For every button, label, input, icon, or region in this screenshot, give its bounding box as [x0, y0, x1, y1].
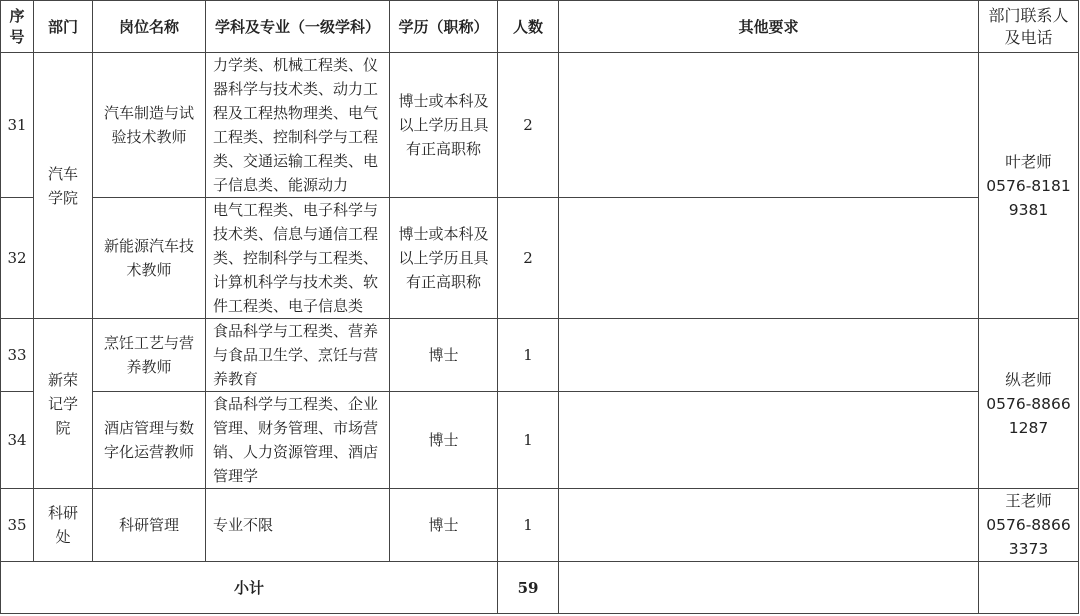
row-major: 力学类、机械工程类、仪器科学与技术类、动力工程及工程热物理类、电气工程类、控制科学与工程类、交通运输工程类、电子信息类、能源动力 [206, 53, 390, 198]
row-seq: 35 [1, 489, 34, 562]
contact-xinrong-college: 纵老师 0576-8866 1287 [979, 319, 1079, 489]
row-seq: 34 [1, 392, 34, 489]
row-count: 2 [498, 53, 559, 198]
dept-auto-college: 汽车 学院 [34, 53, 93, 319]
row-position: 汽车制造与试验技术教师 [93, 53, 206, 198]
table-row [1, 489, 1079, 562]
header-seq: 序 号 [1, 1, 34, 53]
subtotal-row [1, 562, 1079, 614]
row-education: 博士或本科及以上学历且具有正高职称 [390, 53, 498, 198]
row-major: 电气工程类、电子科学与技术类、信息与通信工程类、控制科学与工程类、计算机科学与技术类、软件工程类、电子信息类 [206, 198, 390, 319]
header-dept: 部门 [34, 1, 93, 53]
row-position: 科研管理 [93, 489, 206, 562]
header-row [1, 1, 1079, 53]
table-row [1, 53, 1079, 198]
row-education: 博士 [390, 392, 498, 489]
row-education: 博士 [390, 489, 498, 562]
table-row [1, 198, 1079, 319]
row-position: 新能源汽车技术教师 [93, 198, 206, 319]
subtotal-contact [979, 562, 1079, 614]
row-other [559, 489, 979, 562]
row-count: 1 [498, 489, 559, 562]
row-education: 博士 [390, 319, 498, 392]
table-row [1, 392, 1079, 489]
row-seq: 32 [1, 198, 34, 319]
dept-xinrong-college: 新荣 记学 院 [34, 319, 93, 489]
row-position: 酒店管理与数字化运营教师 [93, 392, 206, 489]
header-position: 岗位名称 [93, 1, 206, 53]
row-other [559, 319, 979, 392]
row-education: 博士或本科及以上学历且具有正高职称 [390, 198, 498, 319]
subtotal-count: 59 [498, 562, 559, 614]
subtotal-label: 小计 [1, 562, 498, 614]
row-seq: 31 [1, 53, 34, 198]
row-position: 烹饪工艺与营养教师 [93, 319, 206, 392]
row-major: 食品科学与工程类、企业管理、财务管理、市场营销、人力资源管理、酒店管理学 [206, 392, 390, 489]
row-major: 专业不限 [206, 489, 390, 562]
row-count: 1 [498, 392, 559, 489]
row-other [559, 198, 979, 319]
row-count: 2 [498, 198, 559, 319]
row-count: 1 [498, 319, 559, 392]
contact-auto-college: 叶老师 0576-8181 9381 [979, 53, 1079, 319]
contact-research-office: 王老师 0576-8866 3373 [979, 489, 1079, 562]
header-other: 其他要求 [559, 1, 979, 53]
header-education: 学历（职称） [390, 1, 498, 53]
row-major: 食品科学与工程类、营养与食品卫生学、烹饪与营养教育 [206, 319, 390, 392]
header-count: 人数 [498, 1, 559, 53]
subtotal-other [559, 562, 979, 614]
row-other [559, 392, 979, 489]
dept-research-office: 科研 处 [34, 489, 93, 562]
row-seq: 33 [1, 319, 34, 392]
header-major: 学科及专业（一级学科） [206, 1, 390, 53]
table-row [1, 319, 1079, 392]
header-contact: 部门联系人 及电话 [979, 1, 1079, 53]
row-other [559, 53, 979, 198]
